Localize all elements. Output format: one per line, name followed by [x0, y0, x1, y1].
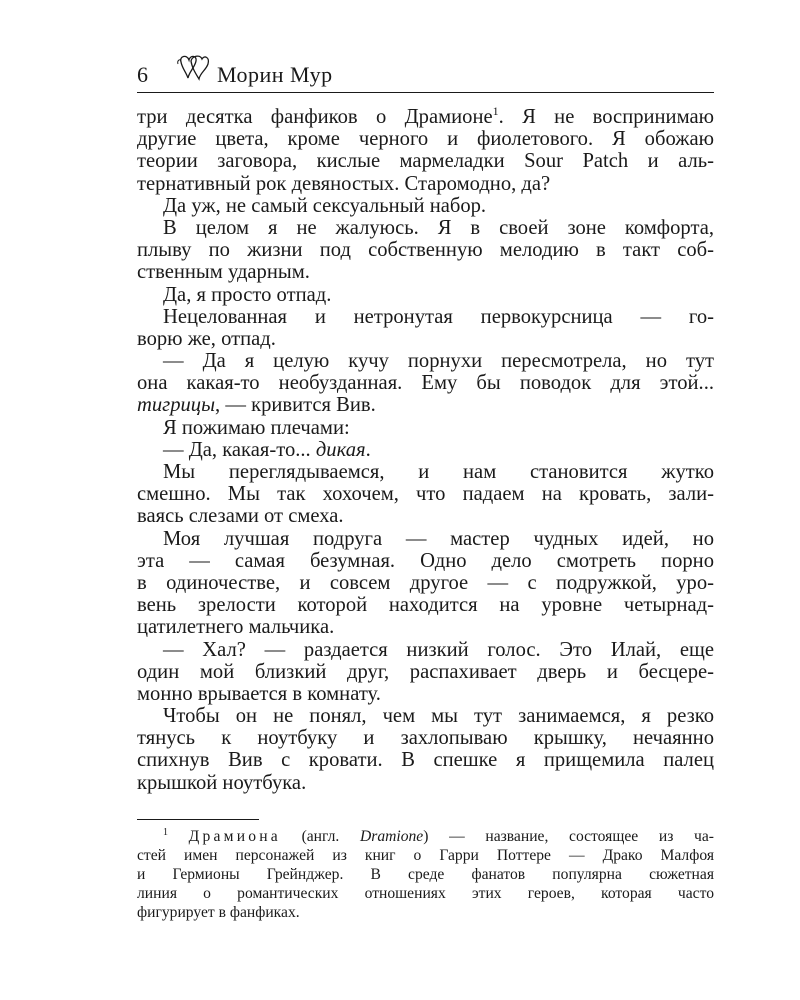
text-line: вень зрелости которой находится на уровне четырнад-: [137, 594, 714, 617]
footnote-divider: [137, 819, 259, 820]
running-head: Морин Мур: [217, 62, 333, 87]
footnote-line: стей имен персонажей из книг о Гарри Поттере — Драко Малфоя: [137, 847, 714, 864]
text-line: один мой близкий друг, распахивает дверь и бесцере-: [137, 660, 714, 683]
text-line: цатилетнего мальчика.: [137, 616, 335, 639]
page-number: 6: [137, 62, 148, 87]
text-line: смешно. Мы так хохочем, что падаем на кровать, зали-: [137, 483, 714, 506]
text-line: в одиночестве, и совсем другое — с подружкой, уро-: [137, 571, 714, 594]
footnote-term: Драмиона: [188, 828, 281, 845]
footnote-line: линия о романтических отношениях этих героев, которая часто: [137, 885, 714, 902]
text-line: тигрицы, — кривится Вив.: [137, 394, 376, 417]
text-line: ворю же, отпад.: [137, 327, 276, 350]
footnote: [137, 827, 714, 922]
text-line: Нецелованная и нетронутая первокурсница — го-: [163, 305, 714, 328]
footnote-line: $^1$ Драмиона (англ. Dramione) — название, состоящее из ча-: [163, 826, 714, 845]
body-text: [137, 106, 714, 794]
text-line: Чтобы он не понял, чем мы тут занимаемся, я резко: [163, 705, 714, 728]
footnote-line: фигурирует в фанфиках.: [137, 904, 300, 921]
text-line: другие цвета, кроме черного и фиолетового. Я обожаю: [137, 128, 714, 151]
text-line: Да, я просто отпад.: [163, 283, 332, 306]
text-line: — Да я целую кучу порнухи пересмотрела, но тут: [163, 350, 714, 373]
text-line: тернативный рок девяностых. Старомодно, да?: [137, 172, 551, 195]
text-line: теории заговора, кислые мармеладки Sour Patch и аль-: [137, 150, 714, 173]
text-line: Да уж, не самый сексуальный набор.: [163, 194, 487, 217]
text-line: крышкой ноутбука.: [137, 771, 307, 794]
footnote-line: и Гермионы Грейнджер. В среде фанатов популярна сюжетная: [137, 866, 714, 883]
text-line: — Хал? — раздается низкий голос. Это Илай, еще: [163, 638, 714, 661]
text-line: тянусь к ноутбуку и захлопываю крышку, нечаянно: [137, 727, 714, 750]
italic-word: тигрицы: [137, 394, 216, 417]
text-line: она какая-то необузданная. Ему бы поводок для этой...: [137, 372, 714, 395]
text-line: монно врывается в комнату.: [137, 682, 381, 705]
italic-word: дикая: [315, 438, 366, 461]
text-line: три десятка фанфиков о Драмионе$^1$. Я не воспринимаю: [137, 104, 714, 128]
text-line: ственным ударным.: [137, 261, 310, 284]
text-line: эта — самая безумная. Одно дело смотреть порно: [137, 549, 714, 572]
text-line: В целом я не жалуюсь. Я в своей зоне комфорта,: [163, 216, 714, 239]
footnote-number: 1: [163, 826, 168, 838]
text-line: Моя лучшая подруга — мастер чудных идей, но: [163, 527, 714, 550]
text-line: Мы переглядываемся, и нам становится жутко: [163, 461, 714, 483]
text-line: плыву по жизни под собственную мелодию в такт соб-: [137, 239, 714, 262]
text-line: ваясь слезами от смеха.: [137, 505, 344, 528]
text-line: Я пожимаю плечами:: [163, 416, 350, 439]
heart-doodle-icon: [175, 52, 211, 82]
page-header: [137, 52, 714, 93]
text-line: спихнув Вив с кровати. В спешке я прищемила палец: [137, 749, 714, 772]
footnote-ref: 1: [492, 104, 499, 119]
text-line: — Да, какая-то... дикая.: [163, 438, 371, 461]
